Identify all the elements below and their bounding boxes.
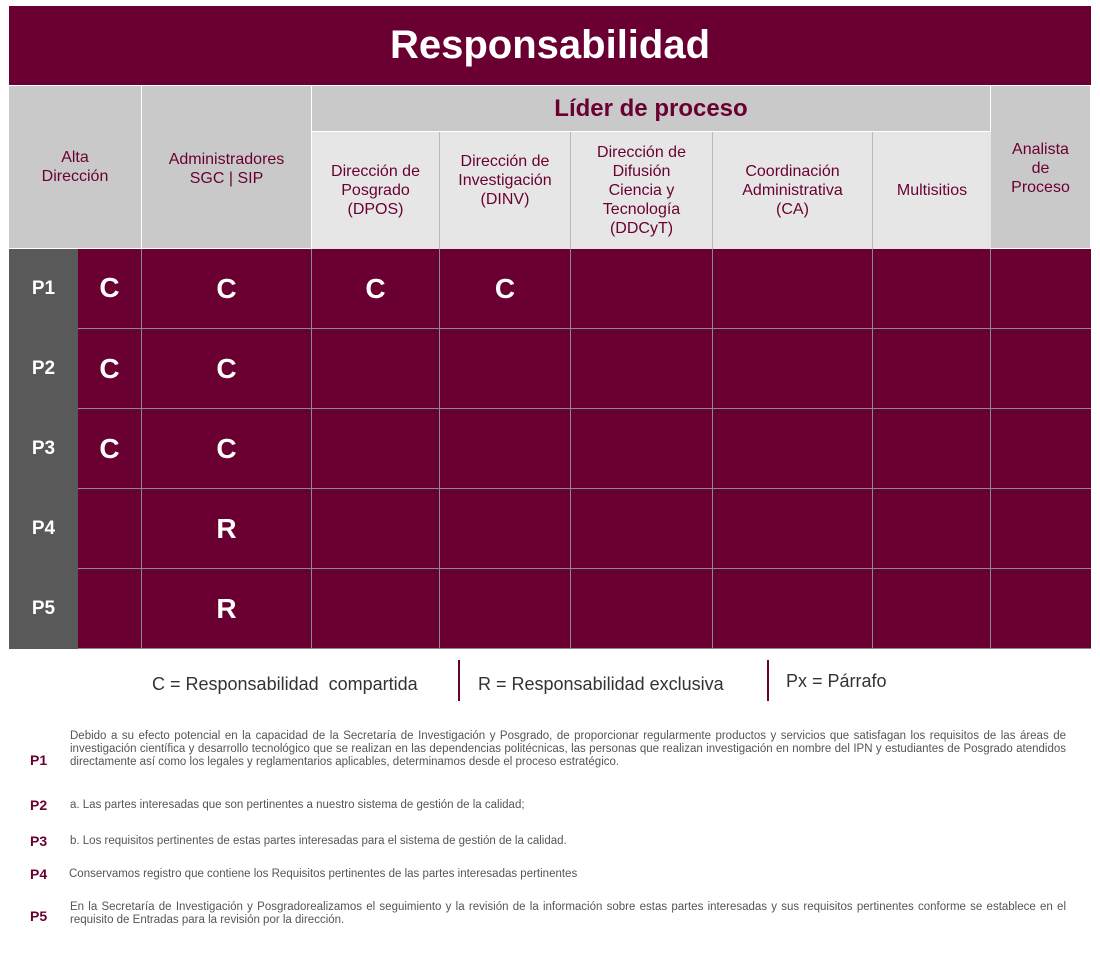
note-label-p5: P5 xyxy=(30,908,48,924)
row-label-p2: P2 xyxy=(9,329,78,409)
cell-p4-dinv xyxy=(440,489,571,569)
cell-p2-alta: C xyxy=(78,329,142,409)
row-label-p3: P3 xyxy=(9,409,78,489)
cell-p5-dpos xyxy=(312,569,440,649)
note-label-p2: P2 xyxy=(30,797,48,813)
cell-p2-ddcyt xyxy=(571,329,713,409)
cell-p2-dpos xyxy=(312,329,440,409)
cell-p4-ca xyxy=(713,489,873,569)
cell-p2-ca xyxy=(713,329,873,409)
cell-p4-analista xyxy=(991,489,1091,569)
note-text-p4: Conservamos registro que contiene los Requisitos pertinentes de las partes interesadas pertinentes xyxy=(69,868,578,880)
legend-compartida: C = Responsabilidad compartida xyxy=(152,673,418,694)
cell-p5-ca xyxy=(713,569,873,649)
cell-p5-alta xyxy=(78,569,142,649)
row-label-p5: P5 xyxy=(9,569,78,649)
cell-p3-analista xyxy=(991,409,1091,489)
cell-p1-analista xyxy=(991,249,1091,329)
cell-p2-analista xyxy=(991,329,1091,409)
note-label-p3: P3 xyxy=(30,833,48,849)
cell-p3-multisitios xyxy=(873,409,991,489)
cell-p2-dinv xyxy=(440,329,571,409)
header-lider-de-proceso: Líder de proceso xyxy=(312,86,991,132)
cell-p1-admin: C xyxy=(142,249,312,329)
header-administradores: Administradores SGC | SIP xyxy=(142,86,312,249)
legend-exclusiva: R = Responsabilidad exclusiva xyxy=(478,673,724,694)
cell-p4-multisitios xyxy=(873,489,991,569)
legend-separator xyxy=(458,660,460,701)
cell-p1-dpos: C xyxy=(312,249,440,329)
note-label-p4: P4 xyxy=(30,866,48,882)
note-text-p3: b. Los requisitos pertinentes de estas partes interesadas para el sistema de gestión de la calidad. xyxy=(70,835,567,847)
legend-separator xyxy=(767,660,769,701)
cell-p1-multisitios xyxy=(873,249,991,329)
cell-p1-alta: C xyxy=(78,249,142,329)
header-ca: Coordinación Administrativa (CA) xyxy=(713,132,873,249)
cell-p4-alta xyxy=(78,489,142,569)
cell-p4-admin: R xyxy=(142,489,312,569)
header-dpos: Dirección de Posgrado (DPOS) xyxy=(312,132,440,249)
cell-p4-ddcyt xyxy=(571,489,713,569)
table-title: Responsabilidad xyxy=(9,6,1091,85)
responsibility-grid xyxy=(9,249,1091,649)
cell-p3-dpos xyxy=(312,409,440,489)
cell-p3-dinv xyxy=(440,409,571,489)
cell-p1-ca xyxy=(713,249,873,329)
cell-p3-admin: C xyxy=(142,409,312,489)
legend-parrafo: Px = Párrafo xyxy=(786,670,887,691)
note-text-p1: Debido a su efecto potencial en la capacidad de la Secretaría de Investigación y Posgrado, de proporcionar regularmente productos y servicios que satisfagan los requisitos de las áreas de investigación científica y desarrollo tecnológico que se realizan en las dependencias politécnicas, las personas que realizan investigación en nombre del IPN y estudiantes de Posgrado atendidos directamente así como los legales y reglamentarios aplicables, determinamos desde el proceso estratégico. xyxy=(70,730,1066,768)
note-label-p1: P1 xyxy=(30,752,48,768)
cell-p2-admin: C xyxy=(142,329,312,409)
cell-p1-ddcyt xyxy=(571,249,713,329)
cell-p2-multisitios xyxy=(873,329,991,409)
cell-p5-admin: R xyxy=(142,569,312,649)
cell-p1-dinv: C xyxy=(440,249,571,329)
header-dinv: Dirección de Investigación (DINV) xyxy=(440,132,571,249)
header-multisitios: Multisitios xyxy=(873,132,991,249)
cell-p5-multisitios xyxy=(873,569,991,649)
cell-p3-ca xyxy=(713,409,873,489)
cell-p5-dinv xyxy=(440,569,571,649)
header-analista-de-proceso: Analista de Proceso xyxy=(991,86,1091,249)
header-alta-direccion: Alta Dirección xyxy=(9,86,142,249)
cell-p3-ddcyt xyxy=(571,409,713,489)
note-text-p5: En la Secretaría de Investigación y Posgradorealizamos el seguimiento y la revisión de la información sobre estas partes interesadas y sus requisitos pertinentes conforme se establece en el requisito de Entradas para la revisión por la dirección. xyxy=(70,901,1066,926)
cell-p5-ddcyt xyxy=(571,569,713,649)
row-label-p1: P1 xyxy=(9,249,78,329)
cell-p3-alta: C xyxy=(78,409,142,489)
row-label-p4: P4 xyxy=(9,489,78,569)
cell-p5-analista xyxy=(991,569,1091,649)
cell-p4-dpos xyxy=(312,489,440,569)
note-text-p2: a. Las partes interesadas que son pertinentes a nuestro sistema de gestión de la calidad; xyxy=(70,799,525,811)
header-ddcyt: Dirección de Difusión Ciencia y Tecnología (DDCyT) xyxy=(571,132,713,249)
